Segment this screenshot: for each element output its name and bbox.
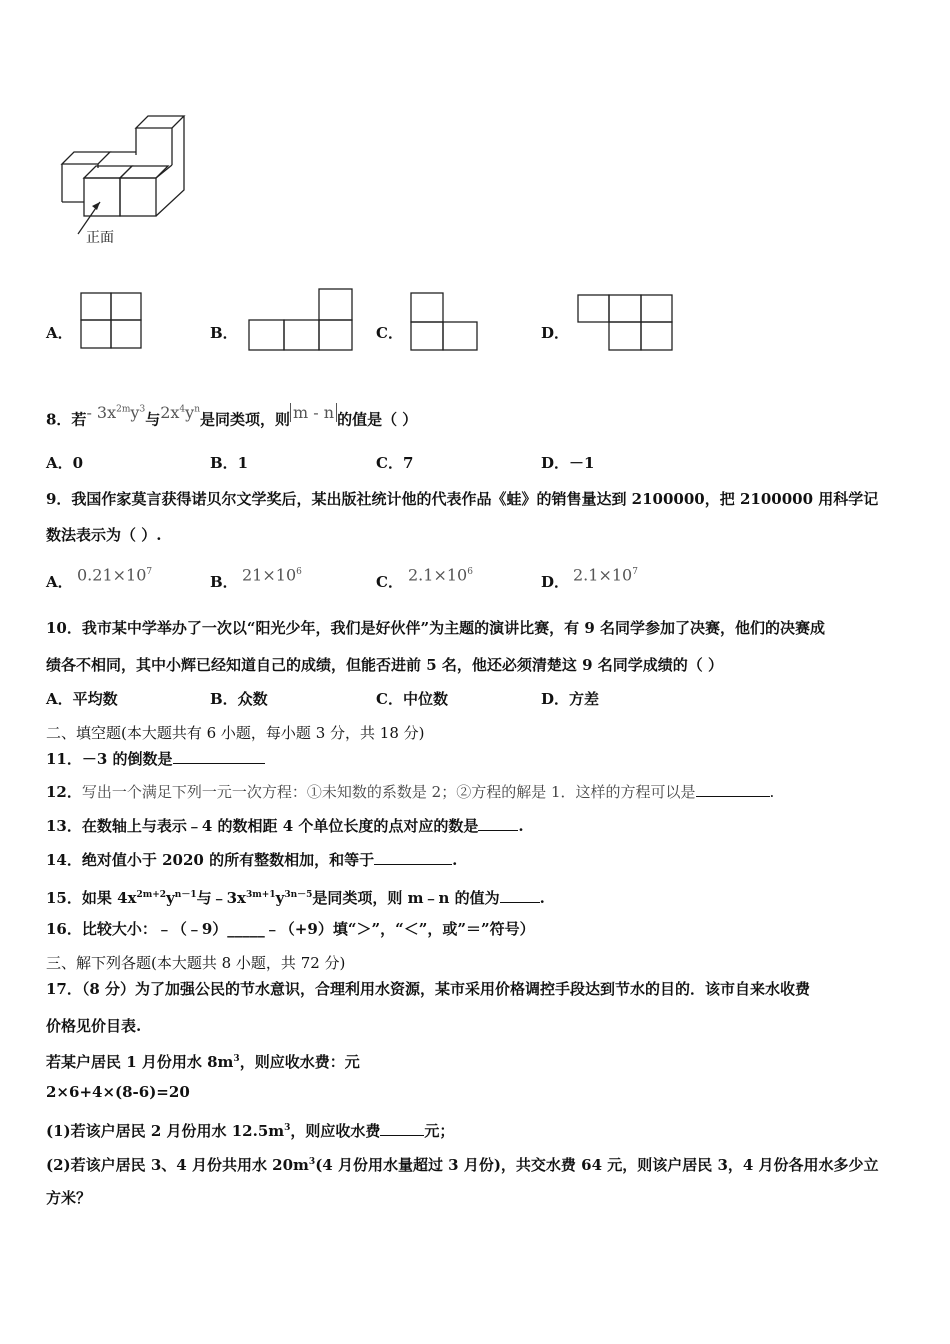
front-label: 正面 — [86, 230, 114, 246]
q8-term1-exp2: 3 — [139, 405, 146, 415]
q17-sub2b: (4 月份用水量超过 3 月份)，共交水费 64 元，则该户居民 3，4 月份各用水多少立 — [315, 1156, 879, 1174]
q13-text: 13．在数轴上与表示﹣4 的数相距 4 个单位长度的点对应的数是 — [46, 817, 479, 835]
q9-option-a-label: A． — [46, 573, 73, 591]
q7-option-d-figure — [577, 294, 675, 352]
q15-e1: 2m+2 — [136, 890, 167, 900]
q9-option-d — [541, 572, 569, 592]
q15-end: . — [539, 889, 545, 907]
q17-line1: 17．（8 分）为了加强公民的节水意识，合理利用水资源，某市采用价格调控手段达到节水的目的．该市自来水收费 — [46, 980, 811, 998]
q14-text: 14．绝对值小于 2020 的所有整数相加，和等于 — [46, 851, 375, 869]
q9-line2: 数法表示为（ ）. — [46, 526, 162, 544]
q13-blank — [478, 816, 518, 831]
q7-option-a-figure — [80, 292, 142, 350]
q8-term1-base: - 3x — [86, 403, 117, 423]
q8-mid: 是同类项，则 — [199, 410, 290, 429]
q7-option-a-label: A． — [46, 324, 73, 342]
q15-e: 是同类项，则 m﹣n 的值为 — [312, 889, 500, 907]
q17-line4: 2×6+4×(8-6)=20 — [46, 1083, 190, 1101]
q17-sub1-blank — [380, 1121, 424, 1136]
q8-num: 8．若 — [46, 410, 87, 429]
q16: 16．比较大小：﹣（﹣9）_____﹣（+9）填“＞”，“＜”，或”＝”符号） — [46, 920, 535, 938]
q12 — [46, 782, 774, 802]
q9-option-c — [376, 572, 403, 592]
q15-e2: n－1 — [174, 890, 197, 900]
q8-abs: m - n — [290, 403, 337, 422]
q12-end: . — [769, 783, 775, 801]
q17-line3 — [46, 1049, 360, 1072]
q9-option-d-base: 2.1×10 — [573, 565, 633, 585]
q9-option-a-exp: 7 — [146, 567, 153, 577]
q11-text: 11．－3 的倒数是 — [46, 750, 173, 768]
q13-end: . — [518, 817, 524, 835]
q9-option-d-label: D． — [541, 573, 570, 591]
q9-option-c-value — [408, 562, 473, 585]
q9-option-d-value — [573, 562, 638, 585]
q7-option-b-figure — [248, 288, 354, 352]
q15-a: 15．如果 4x — [46, 889, 137, 907]
q15-b: y — [166, 889, 175, 907]
q8-term2-y: y — [185, 403, 195, 423]
q9-option-b-value — [242, 562, 302, 585]
q9-option-b — [210, 572, 238, 592]
q10-line1: 10．我市某中学举办了一次以“阳光少年，我们是好伙伴”为主题的演讲比赛，有 9 名同学参加了决赛，他们的决赛成 — [46, 619, 826, 637]
q17-line3a: 若某户居民 1 月份用水 8m — [46, 1053, 234, 1071]
q8-term2-exp2: n — [194, 405, 200, 415]
q8-term2 — [160, 403, 200, 422]
q9-option-b-exp: 6 — [296, 567, 302, 577]
q12-blank — [696, 782, 770, 797]
q14-blank — [374, 850, 452, 865]
q8-term1 — [86, 403, 145, 422]
q11-blank — [173, 749, 265, 764]
q10-option-c: C．中位数 — [376, 690, 448, 708]
q9-option-c-exp: 6 — [467, 567, 473, 577]
q14 — [46, 850, 457, 870]
q9-line1: 9．我国作家莫言获得诺贝尔文学奖后，某出版社统计他的代表作品《蛙》的销售量达到 2100000，把 2100000 用科学记 — [46, 490, 879, 508]
q17-sub2-cont: 方米？ — [46, 1189, 92, 1207]
q7-option-c-label: C． — [376, 324, 403, 342]
q17-sub2e: 3 — [308, 1157, 316, 1167]
q8-term1-exp1: 2m — [116, 405, 131, 415]
q8-term2-base: 2x — [160, 403, 180, 423]
q17-sub1b: ，则应收水费 — [290, 1122, 381, 1140]
q10-option-b: B．众数 — [210, 690, 268, 708]
q9-option-d-exp: 7 — [632, 567, 638, 577]
q9-option-a — [46, 572, 73, 592]
q15-c: 与﹣3x — [196, 889, 246, 907]
q13 — [46, 816, 524, 836]
section-3-heading: 三、解下列各题(本大题共 8 小题，共 72 分) — [46, 954, 346, 972]
q8-option-a: A．0 — [46, 454, 84, 472]
q12-text: 写出一个满足下列一元一次方程：①未知数的系数是 2；②方程的解是 1．这样的方程可以是 — [81, 783, 696, 801]
q17-line3b: ，则应收水费：元 — [239, 1053, 360, 1071]
q17-sub1c: 元； — [424, 1122, 455, 1140]
q7-option-d-label: D． — [541, 324, 570, 342]
cube-figure — [50, 110, 200, 260]
q17-line2: 价格见价目表. — [46, 1017, 142, 1035]
q14-end: . — [452, 851, 458, 869]
q17-sub2a: (2)若该户居民 3、4 月份共用水 20m — [46, 1156, 309, 1174]
q8-tail: 的值是（ ） — [337, 410, 418, 429]
q15-e4: 3n－5 — [284, 890, 313, 900]
q8-conj: 与 — [145, 410, 161, 429]
q10-option-a: A．平均数 — [46, 690, 118, 708]
q15-e3: 3m+1 — [246, 890, 276, 900]
q8-option-d: D．－1 — [541, 454, 595, 472]
q15 — [46, 885, 545, 908]
q17-sub1a: (1)若该户居民 2 月份用水 12.5m — [46, 1122, 285, 1140]
q7-option-c-figure — [410, 292, 480, 352]
q12-num: 12． — [46, 783, 82, 801]
q9-option-a-value — [77, 562, 152, 585]
q10-option-d: D．方差 — [541, 690, 600, 708]
q8-option-c: C．7 — [376, 454, 414, 472]
q11 — [46, 749, 265, 769]
q17-line3e: 3 — [233, 1054, 240, 1064]
q9-option-b-base: 21×10 — [242, 565, 297, 585]
q9-option-b-label: B． — [210, 573, 238, 591]
q9-option-c-label: C． — [376, 573, 403, 591]
q10-line2: 绩各不相同，其中小辉已经知道自己的成绩，但能否进前 5 名，他还必须清楚这 9 名同学成绩的（ ） — [46, 656, 723, 674]
q8-stem — [46, 403, 418, 429]
q17-sub1 — [46, 1118, 454, 1141]
q15-d: y — [275, 889, 285, 907]
q15-blank — [500, 888, 540, 903]
q9-option-c-base: 2.1×10 — [408, 565, 468, 585]
q8-term1-y: y — [130, 403, 140, 423]
q7-option-b-label: B． — [210, 324, 238, 342]
q9-option-a-base: 0.21×10 — [77, 565, 147, 585]
section-2-heading: 二、填空题(本大题共有 6 小题，每小题 3 分，共 18 分) — [46, 724, 425, 742]
q8-term2-exp1: 4 — [179, 405, 186, 415]
q17-sub2 — [46, 1152, 879, 1175]
q8-option-b: B．1 — [210, 454, 249, 472]
q17-sub1e: 3 — [284, 1123, 291, 1133]
